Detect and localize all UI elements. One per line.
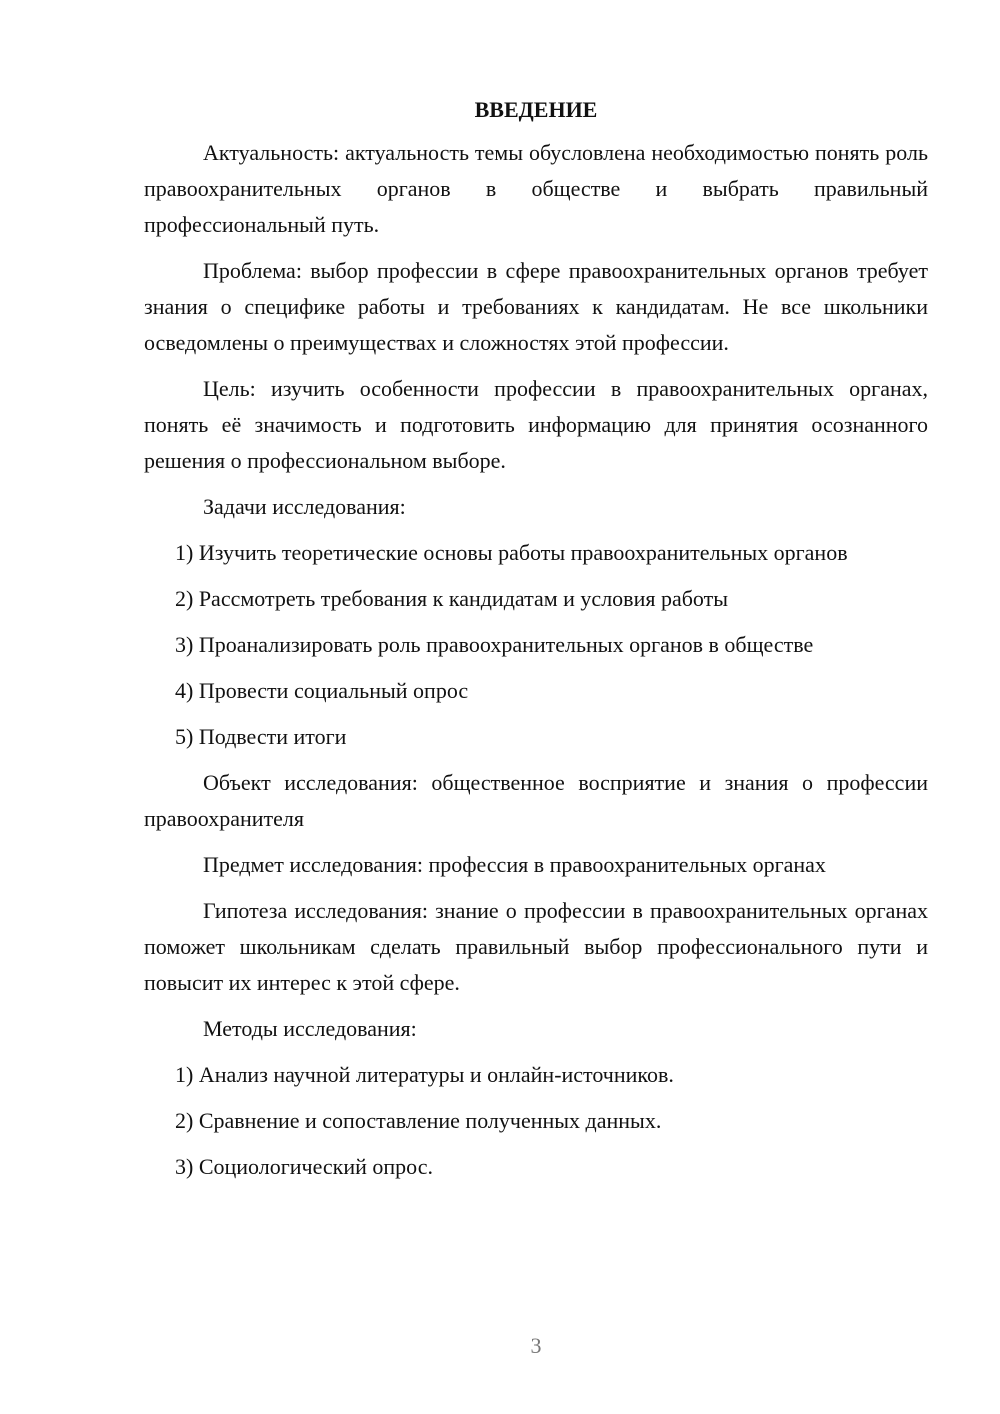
problem-paragraph: Проблема: выбор профессии в сфере правоохранительных органов требует знания о специфике работы и требованиях к кандидатам. Не все школьники осведомлены о преимуществах и сложностях этой профессии. <box>144 258 928 355</box>
section-title: ВВЕДЕНИЕ <box>474 97 598 122</box>
method-item: 1) Анализ научной литературы и онлайн-источников. <box>175 1062 674 1087</box>
method-item: 2) Сравнение и сопоставление полученных данных. <box>175 1108 662 1133</box>
task-item: 5) Подвести итоги <box>175 724 347 749</box>
relevance-paragraph: Актуальность: актуальность темы обусловлена необходимостью понять роль правоохранительных органов в обществе и выбрать правильный профессиональный путь. <box>144 140 928 237</box>
task-item: 3) Проанализировать роль правоохранительных органов в обществе <box>175 632 814 657</box>
task-item: 4) Провести социальный опрос <box>175 678 469 703</box>
goal-paragraph: Цель: изучить особенности профессии в правоохранительных органах, понять её значимость и подготовить информацию для принятия осознанного решения о профессиональном выборе. <box>144 376 928 473</box>
page-number: 3 <box>530 1333 542 1358</box>
document-page <box>144 95 928 1195</box>
subject-paragraph: Предмет исследования: профессия в правоохранительных органах <box>203 852 826 877</box>
object-paragraph: Объект исследования: общественное восприятие и знания о профессии правоохранителя <box>144 770 928 831</box>
hypothesis-paragraph: Гипотеза исследования: знание о профессии в правоохранительных органах поможет школьникам сделать правильный выбор профессионального пути и повысит их интерес к этой сфере. <box>144 898 928 995</box>
methods-heading: Методы исследования: <box>203 1016 417 1041</box>
tasks-heading: Задачи исследования: <box>203 494 406 519</box>
task-item: 2) Рассмотреть требования к кандидатам и условия работы <box>175 586 729 611</box>
task-item: 1) Изучить теоретические основы работы правоохранительных органов <box>175 540 848 565</box>
method-item: 3) Социологический опрос. <box>175 1154 433 1179</box>
